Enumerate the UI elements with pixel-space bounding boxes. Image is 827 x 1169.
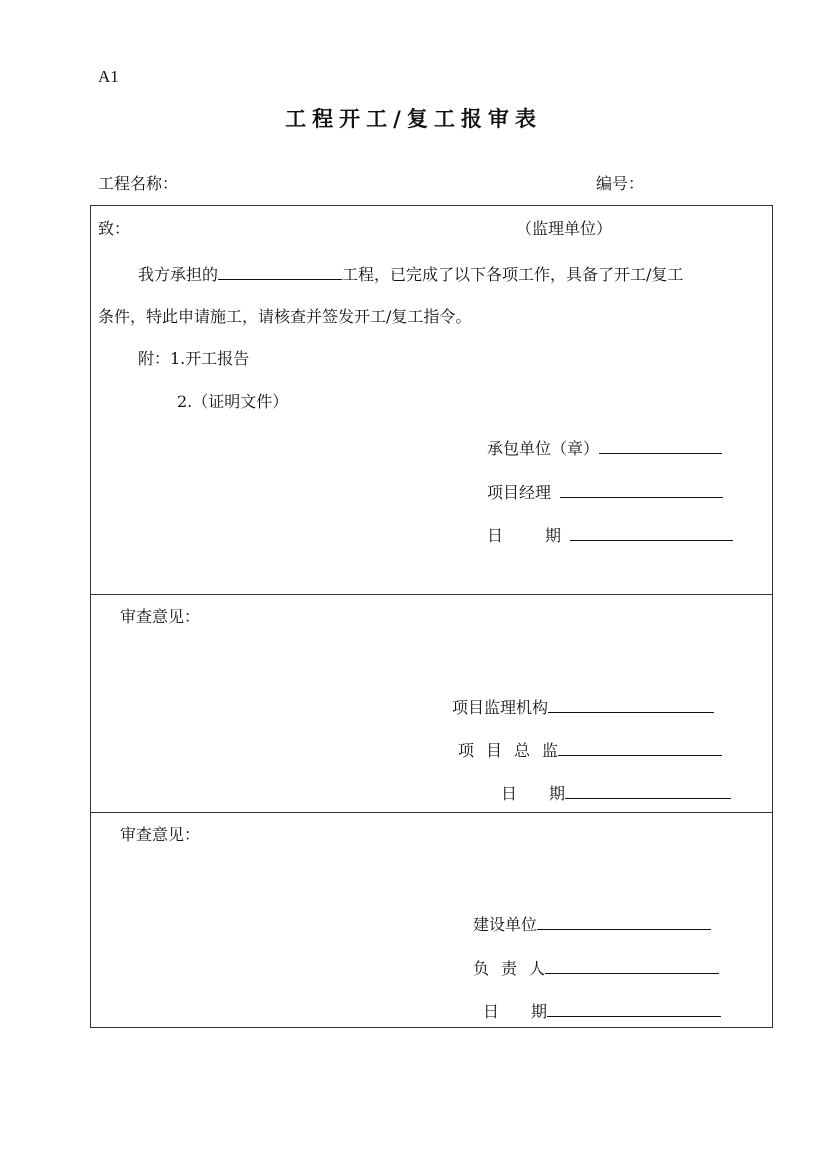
- responsible-person-row: [473, 957, 719, 977]
- responsible-person-field[interactable]: [545, 957, 719, 974]
- body-part-2: 工程，已完成了以下各项工作，具备了开工/复工: [342, 265, 684, 284]
- date-label-part: 期: [531, 1002, 548, 1021]
- date-field-2[interactable]: [565, 782, 731, 799]
- supervision-org-label: 项目监理机构: [452, 698, 549, 717]
- project-blank[interactable]: [218, 263, 342, 280]
- person-label-part: 负: [473, 959, 490, 978]
- builder-row: [473, 913, 711, 933]
- chief-label-part: 目: [486, 741, 503, 760]
- chief-label-part: 监: [542, 741, 559, 760]
- number-label: 编号：: [596, 174, 645, 193]
- builder-field[interactable]: [537, 913, 711, 930]
- manager-signature-row: [487, 481, 723, 501]
- date-label-part: 日: [483, 1002, 500, 1021]
- attachment-2: 2.（证明文件）: [177, 392, 289, 411]
- review-label-2: 审查意见：: [120, 825, 201, 844]
- form-code: A1: [98, 67, 119, 86]
- supervision-org-row: [452, 696, 714, 716]
- date-row-3: [483, 1000, 721, 1020]
- review-label-1: 审查意见：: [120, 607, 201, 626]
- supervision-org-field[interactable]: [548, 696, 714, 713]
- date-row-2: [501, 782, 731, 802]
- attachment-1: 附：1.开工报告: [138, 349, 250, 368]
- contractor-field[interactable]: [599, 437, 722, 454]
- contractor-signature-row: [487, 437, 722, 457]
- date-label-part: 期: [545, 526, 562, 545]
- chief-label-part: 项: [458, 741, 475, 760]
- person-label-part: 人: [529, 959, 546, 978]
- date-row-1: [487, 524, 733, 544]
- person-label-part: 责: [501, 959, 518, 978]
- manager-field[interactable]: [560, 481, 723, 498]
- application-line-2: 条件，特此申请施工，请核查并签发开工/复工指令。: [98, 307, 472, 326]
- date-label-part: 期: [549, 784, 566, 803]
- chief-label-part: 总: [514, 741, 531, 760]
- date-label-part: 日: [487, 526, 504, 545]
- chief-supervisor-field[interactable]: [558, 739, 722, 756]
- manager-label: 项目经理: [487, 483, 552, 502]
- contractor-label: 承包单位（章）: [487, 439, 600, 458]
- page-title: 工程开工/复工报审表: [285, 106, 542, 131]
- chief-supervisor-row: [458, 739, 722, 759]
- to-label: 致：: [98, 219, 131, 238]
- body-part-1: 我方承担的: [138, 265, 219, 284]
- section-divider-2: [90, 812, 773, 813]
- section-divider-1: [90, 594, 773, 595]
- builder-label: 建设单位: [473, 915, 538, 934]
- supervisor-unit-label: （监理单位）: [516, 219, 613, 238]
- date-label-part: 日: [501, 784, 518, 803]
- date-field-1[interactable]: [570, 524, 733, 541]
- project-name-label: 工程名称：: [98, 174, 179, 193]
- application-line-1: [138, 263, 683, 283]
- date-field-3[interactable]: [547, 1000, 721, 1017]
